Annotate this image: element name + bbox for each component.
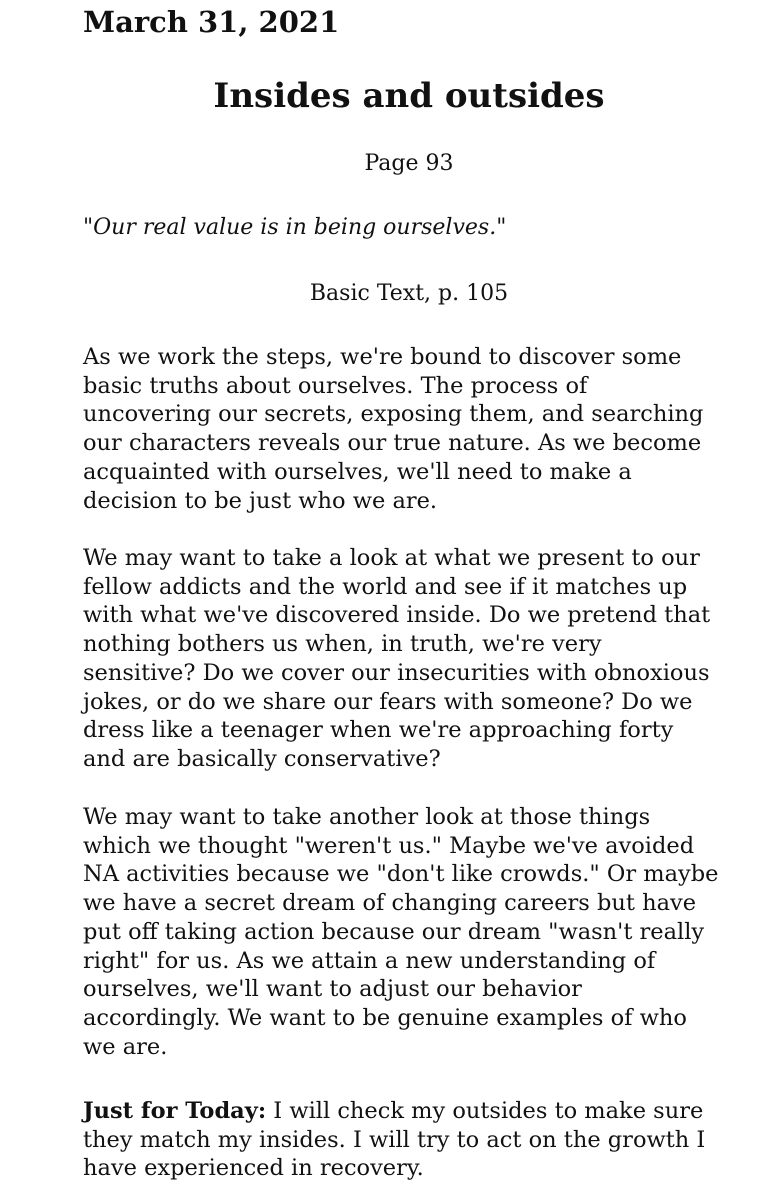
paragraph-line: put off taking action because our dream "wasn't really [83,918,705,945]
quote-open-mark: " [83,215,94,240]
paragraph-line: We may want to take a look at what we present to our [83,545,700,571]
paragraph-line: NA activities because we "don't like crowds." Or maybe [83,861,719,888]
reading-title: Insides and outsides [213,76,605,116]
paragraph-line: acquainted with ourselves, we'll need to make a [83,458,632,485]
paragraph-line: and are basically conservative? [83,745,441,772]
quote-source: Basic Text, p. 105 [309,281,509,306]
paragraph-line: We may want to take another look at those things [83,804,651,830]
paragraph-line: decision to be just who we are. [83,487,438,514]
paragraph-line: ourselves, we'll want to adjust our behavior [83,976,582,1003]
paragraph-line: uncovering our secrets, exposing them, and searching [83,401,704,428]
paragraph-2 [83,544,710,774]
just-for-today-text: I will check my outsides to make sure [266,1098,704,1124]
paragraph-line: dress like a teenager when we're approaching forty [83,717,674,744]
paragraph-line: accordingly. We want to be genuine examples of who [83,1004,687,1031]
paragraph-line: jokes, or do we share our fears with someone? Do we [83,688,693,715]
quote-close-mark: " [496,215,507,240]
just-for-today-line: they match my insides. I will try to act on the growth I [83,1126,706,1153]
paragraph-line: sensitive? Do we cover our insecurities with obnoxious [83,659,710,686]
paragraph-line: with what we've discovered inside. Do we pretend that [83,602,711,629]
paragraph-line: our characters reveals our true nature. As we become [83,430,702,457]
paragraph-line: basic truths about ourselves. The process of [83,372,588,399]
paragraph-line: we are. [83,1033,168,1060]
just-for-today-label: Just for Today: [83,1098,267,1124]
paragraph-1 [83,343,703,515]
paragraph-line: As we work the steps, we're bound to discover some [83,344,682,370]
paragraph-line: right" for us. As we attain a new understanding of [83,947,656,974]
just-for-today-first-line [83,1097,705,1126]
page-number: Page 93 [364,151,454,176]
quote [83,214,506,242]
paragraph-line: we have a secret dream of changing careers but have [83,890,697,917]
just-for-today-line: have experienced in recovery. [83,1155,424,1182]
paragraph-line: fellow addicts and the world and see if it matches up [83,573,688,600]
quote-text: Our real value is in being ourselves. [93,215,497,240]
reading-date: March 31, 2021 [83,5,340,39]
paragraph-3 [83,803,718,1061]
just-for-today [83,1097,705,1183]
paragraph-line: nothing bothers us when, in truth, we're very [83,631,602,658]
paragraph-line: which we thought "weren't us." Maybe we've avoided [83,832,695,859]
